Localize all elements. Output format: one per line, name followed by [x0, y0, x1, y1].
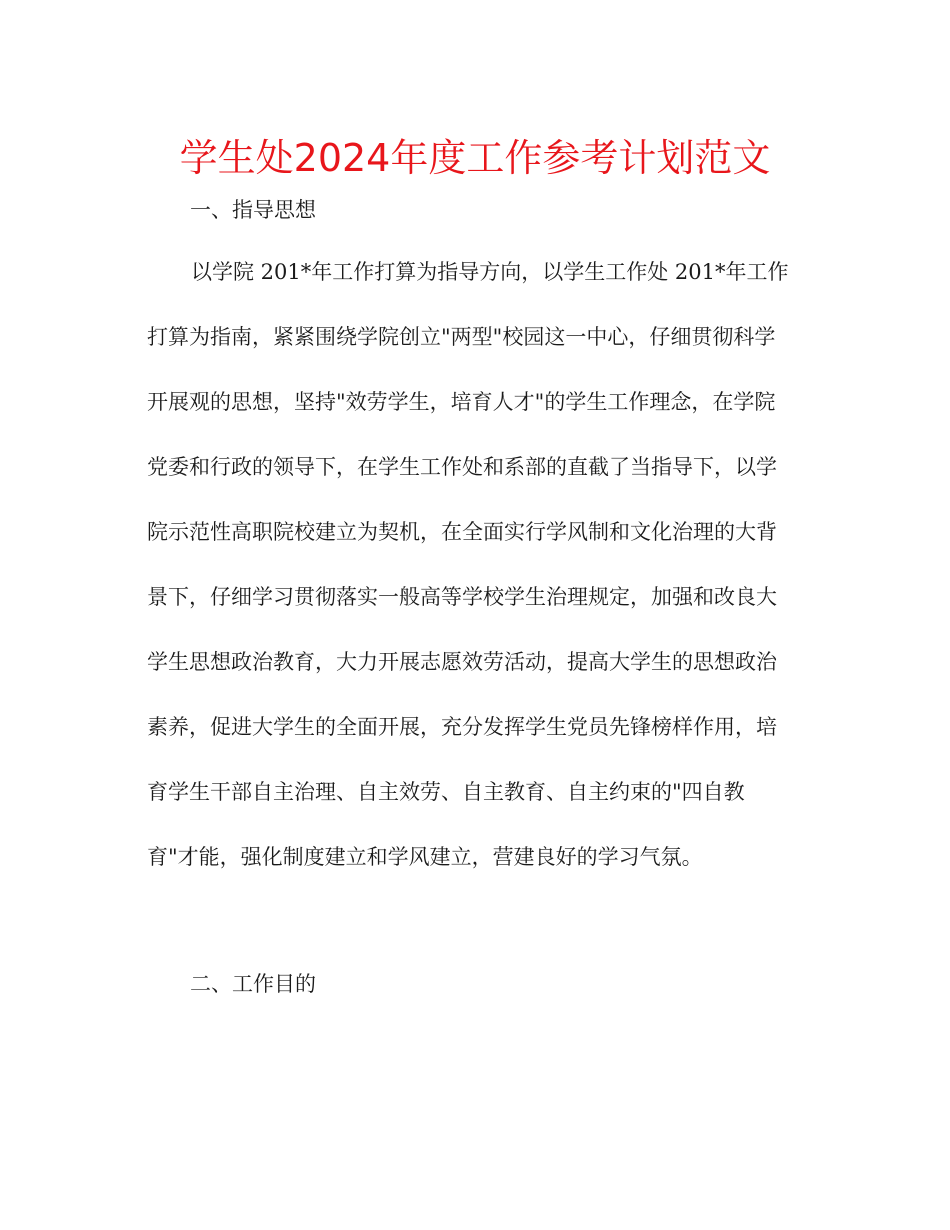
section-heading-work-goals: 二、工作目的: [190, 972, 316, 996]
section-heading-guiding-thought: 一、指导思想: [190, 198, 316, 222]
paragraph-line: 景下，仔细学习贯彻落实一般高等学校学生治理规定，加强和改良大: [147, 585, 777, 609]
paragraph-line: 育"才能，强化制度建立和学风建立，营建良好的学习气氛。: [147, 845, 703, 869]
paragraph-line: 学生思想政治教育，大力开展志愿效劳活动，提高大学生的思想政治: [147, 650, 777, 674]
paragraph-line: 党委和行政的领导下，在学生工作处和系部的直截了当指导下，以学: [147, 455, 777, 479]
body-paragraph: [147, 240, 807, 890]
document-title: 学生处2024年度工作参考计划范文: [179, 136, 771, 180]
paragraph-line: 院示范性高职院校建立为契机，在全面实行学风制和文化治理的大背: [147, 520, 777, 544]
paragraph-line: 开展观的思想，坚持"效劳学生，培育人才"的学生工作理念，在学院: [147, 390, 776, 414]
paragraph-line: 打算为指南，紧紧围绕学院创立"两型"校园这一中心，仔细贯彻科学: [147, 325, 776, 349]
paragraph-line: 以学院 201*年工作打算为指导方向，以学生工作处 201*年工作: [191, 260, 789, 284]
paragraph-line: 育学生干部自主治理、自主效劳、自主教育、自主约束的"四自教: [147, 780, 745, 804]
paragraph-line: 素养，促进大学生的全面开展，充分发挥学生党员先锋榜样作用，培: [147, 715, 777, 739]
